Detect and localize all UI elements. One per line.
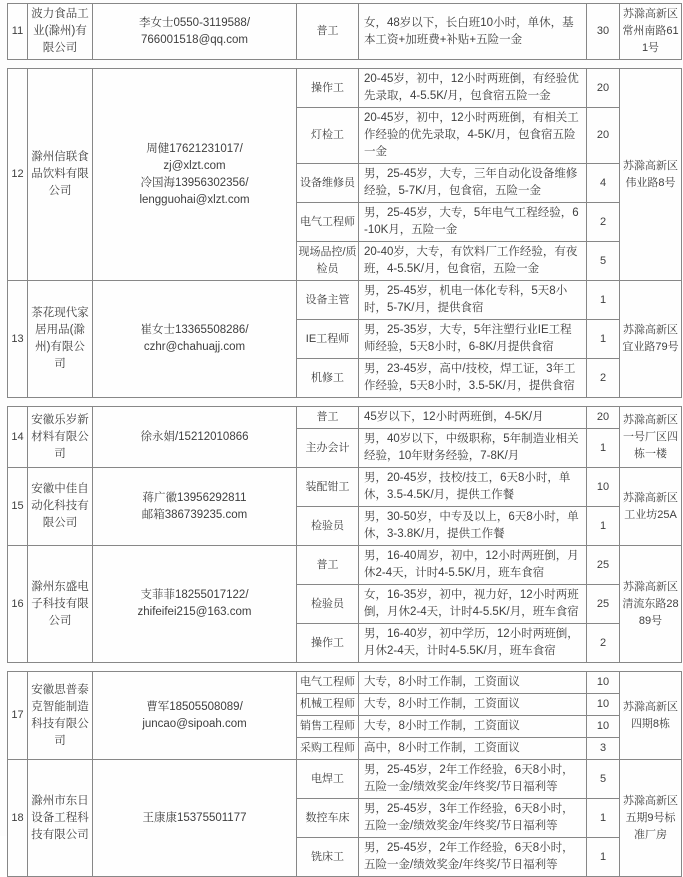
job-title-cell: 电气工程师	[297, 203, 359, 242]
headcount-cell: 1	[587, 799, 620, 838]
job-title-cell: 检验员	[297, 507, 359, 546]
job-desc-cell: 男，20-45岁，技校/技工，6天8小时，单休，3.5-4.5K/月，提供工作餐	[359, 468, 587, 507]
job-desc-cell: 男，25-45岁，2年工作经验，6天8小时，五险一金/绩效奖金/年终奖/节日福利等	[359, 760, 587, 799]
address-cell: 苏滁高新区清流东路2889号	[620, 546, 682, 663]
headcount-cell: 1	[587, 429, 620, 468]
headcount-cell: 1	[587, 507, 620, 546]
job-title-cell: 普工	[297, 546, 359, 585]
company-name-cell: 波力食品工业(滁州)有限公司	[28, 4, 93, 60]
row-number-cell: 12	[8, 69, 28, 281]
job-desc-cell: 女，16-35岁，初中，视力好，12小时两班倒，月休2-4天，计时4-5.5K/月，班车食宿	[359, 585, 587, 624]
contact-line: lengguohai@xlzt.com	[139, 193, 250, 206]
job-desc-cell: 大专，8小时工作制，工资面议	[359, 716, 587, 738]
company-name-cell: 滁州信联食品饮料有限公司	[28, 69, 93, 281]
headcount-cell: 4	[587, 164, 620, 203]
contact-line: 徐永娟/15212010866	[140, 430, 249, 443]
contact-cell	[93, 407, 297, 468]
job-desc-cell: 男，25-45岁，机电一体化专科，5天8小时，5-7K/月，提供食宿	[359, 281, 587, 320]
address-cell: 苏滁高新区常州南路611号	[620, 4, 682, 60]
job-title-cell: 普工	[297, 4, 359, 60]
headcount-cell: 25	[587, 546, 620, 585]
contact-line: 766001518@qq.com	[141, 33, 248, 46]
contact-line: zj@xlzt.com	[163, 159, 226, 172]
job-title-cell: 机械工程师	[297, 694, 359, 716]
row-number-cell: 17	[8, 672, 28, 760]
headcount-cell: 2	[587, 624, 620, 663]
job-desc-cell: 男，25-45岁，3年工作经验，6天8小时，五险一金/绩效奖金/年终奖/节日福利等	[359, 799, 587, 838]
job-title-cell: 灯检工	[297, 108, 359, 164]
job-desc-cell: 男，25-45岁，大专，5年电气工程经验，6-10K月，五险一金	[359, 203, 587, 242]
company-name-cell: 安徽思普泰克智能制造科技有限公司	[28, 672, 93, 760]
company-name-cell: 茶花现代家居用品(滁州)有限公司	[28, 281, 93, 398]
contact-cell	[93, 69, 297, 281]
job-row	[8, 468, 682, 507]
contact-cell	[93, 4, 297, 60]
contact-line: 周健17621231017/	[146, 142, 243, 155]
job-desc-cell: 男，23-45岁，高中/技校，焊工证，3年工作经验，5天8小时，3.5-5K/月，提供食宿	[359, 359, 587, 398]
job-title-cell: 采购工程师	[297, 738, 359, 760]
headcount-cell: 2	[587, 203, 620, 242]
job-desc-cell: 男，16-40周岁，初中，12小时两班倒，月休2-4天，计时4-5.5K/月，班车食宿	[359, 546, 587, 585]
company-name-cell: 安徽中佳自动化科技有限公司	[28, 468, 93, 546]
job-title-cell: 铣床工	[297, 838, 359, 877]
headcount-cell: 1	[587, 281, 620, 320]
job-row	[8, 672, 682, 694]
row-number-cell: 11	[8, 4, 28, 60]
row-number-cell: 15	[8, 468, 28, 546]
job-title-cell: 电气工程师	[297, 672, 359, 694]
job-title-cell: IE工程师	[297, 320, 359, 359]
job-desc-cell: 大专，8小时工作制，工资面议	[359, 694, 587, 716]
job-title-cell: 装配钳工	[297, 468, 359, 507]
job-desc-cell: 女，48岁以下，长白班10小时，单休，基本工资+加班费+补贴+五险一金	[359, 4, 587, 60]
contact-cell	[93, 546, 297, 663]
address-cell: 苏滁高新区伟业路8号	[620, 69, 682, 281]
contact-cell	[93, 672, 297, 760]
headcount-cell: 2	[587, 359, 620, 398]
headcount-cell: 5	[587, 760, 620, 799]
jobs-table-group-1	[7, 3, 682, 60]
job-row	[8, 760, 682, 799]
job-desc-cell: 高中，8小时工作制，工资面议	[359, 738, 587, 760]
job-title-cell: 销售工程师	[297, 716, 359, 738]
job-title-cell: 检验员	[297, 585, 359, 624]
job-title-cell: 设备主管	[297, 281, 359, 320]
job-title-cell: 普工	[297, 407, 359, 429]
row-number-cell: 14	[8, 407, 28, 468]
row-number-cell: 13	[8, 281, 28, 398]
jobs-table-group-4	[7, 671, 682, 877]
contact-line: 李女士0550-3119588/	[138, 16, 251, 29]
job-row	[8, 546, 682, 585]
headcount-cell: 10	[587, 468, 620, 507]
contact-cell	[93, 760, 297, 877]
job-desc-cell: 45岁以下，12小时两班倒，4-5K/月	[359, 407, 587, 429]
job-desc-cell: 男，25-45岁，大专，三年自动化设备维修经验，5-7K/月，包食宿，五险一金	[359, 164, 587, 203]
job-title-cell: 机修工	[297, 359, 359, 398]
company-name-cell: 安徽乐岁新材料有限公司	[28, 407, 93, 468]
job-title-cell: 数控车床	[297, 799, 359, 838]
contact-cell	[93, 281, 297, 398]
job-title-cell: 操作工	[297, 624, 359, 663]
address-cell: 苏滁高新区一号厂区四栋一楼	[620, 407, 682, 468]
headcount-cell: 10	[587, 694, 620, 716]
address-cell: 苏滁高新区工业坊25A	[620, 468, 682, 546]
job-desc-cell: 20-45岁，初中，12小时两班倒，有经验优先录取，4-5.5K/月，包食宿五险一金	[359, 69, 587, 108]
row-number-cell: 16	[8, 546, 28, 663]
contact-line: 支菲菲18255017122/	[140, 589, 249, 601]
headcount-cell: 10	[587, 672, 620, 694]
job-title-cell: 设备维修员	[297, 164, 359, 203]
contact-line: 崔女士13365508286/	[140, 324, 249, 336]
headcount-cell: 1	[587, 320, 620, 359]
jobs-table-group-3	[7, 406, 682, 663]
headcount-cell: 20	[587, 407, 620, 429]
job-desc-cell: 男，25-35岁，大专，5年注塑行业IE工程师经验，5天8小时，6-8K/月提供食宿	[359, 320, 587, 359]
job-title-cell: 主办会计	[297, 429, 359, 468]
headcount-cell: 20	[587, 108, 620, 164]
row-number-cell: 18	[8, 760, 28, 877]
job-row	[8, 281, 682, 320]
job-title-cell: 操作工	[297, 69, 359, 108]
job-row	[8, 407, 682, 429]
job-desc-cell: 20-40岁，大专，有饮料厂工作经验，有夜班，4-5.5K/月，包食宿，五险一金	[359, 242, 587, 281]
headcount-cell: 25	[587, 585, 620, 624]
address-cell: 苏滁高新区五期9号标准厂房	[620, 760, 682, 877]
contact-line: 王康康15375501177	[142, 811, 247, 824]
contact-line: 邮箱386739235.com	[141, 508, 248, 521]
job-desc-cell: 男，30-50岁，中专及以上，6天8小时，单休，3-3.8K/月，提供工作餐	[359, 507, 587, 546]
job-desc-cell: 男，25-45岁，2年工作经验，6天8小时，五险一金/绩效奖金/年终奖/节日福利等	[359, 838, 587, 877]
table-groups	[7, 3, 681, 877]
contact-line: czhr@chahuajj.com	[143, 341, 246, 353]
company-name-cell: 滁州市东日设备工程科技有限公司	[28, 760, 93, 877]
job-title-cell: 现场品控/质检员	[297, 242, 359, 281]
contact-line: zhifeifei215@163.com	[137, 606, 252, 618]
contact-cell	[93, 468, 297, 546]
address-cell: 苏滁高新区四期8栋	[620, 672, 682, 760]
headcount-cell: 30	[587, 4, 620, 60]
headcount-cell: 20	[587, 69, 620, 108]
job-desc-cell: 大专，8小时工作制，工资面议	[359, 672, 587, 694]
job-row	[8, 4, 682, 60]
contact-line: 蒋广徽13956292811	[142, 491, 247, 504]
headcount-cell: 10	[587, 716, 620, 738]
job-desc-cell: 男，40岁以下，中级职称，5年制造业相关经验，10年财务经验，7-8K/月	[359, 429, 587, 468]
contact-line: 曹军18505508089/	[146, 700, 243, 713]
company-name-cell: 滁州东盛电子科技有限公司	[28, 546, 93, 663]
job-desc-cell: 男，16-40岁，初中学历，12小时两班倒，月休2-4天，计时4-5.5K/月，班车食宿	[359, 624, 587, 663]
job-title-cell: 电焊工	[297, 760, 359, 799]
headcount-cell: 3	[587, 738, 620, 760]
address-cell: 苏滁高新区宜业路79号	[620, 281, 682, 398]
job-row	[8, 69, 682, 108]
headcount-cell: 1	[587, 838, 620, 877]
headcount-cell: 5	[587, 242, 620, 281]
contact-line: juncao@sipoah.com	[142, 717, 247, 730]
jobs-table-group-2	[7, 68, 682, 398]
job-desc-cell: 20-45岁，初中，12小时两班倒，有相关工作经验的优先录取，4-5K/月，包食宿五险一金	[359, 108, 587, 164]
contact-line: 冷国海13956302356/	[140, 176, 249, 189]
